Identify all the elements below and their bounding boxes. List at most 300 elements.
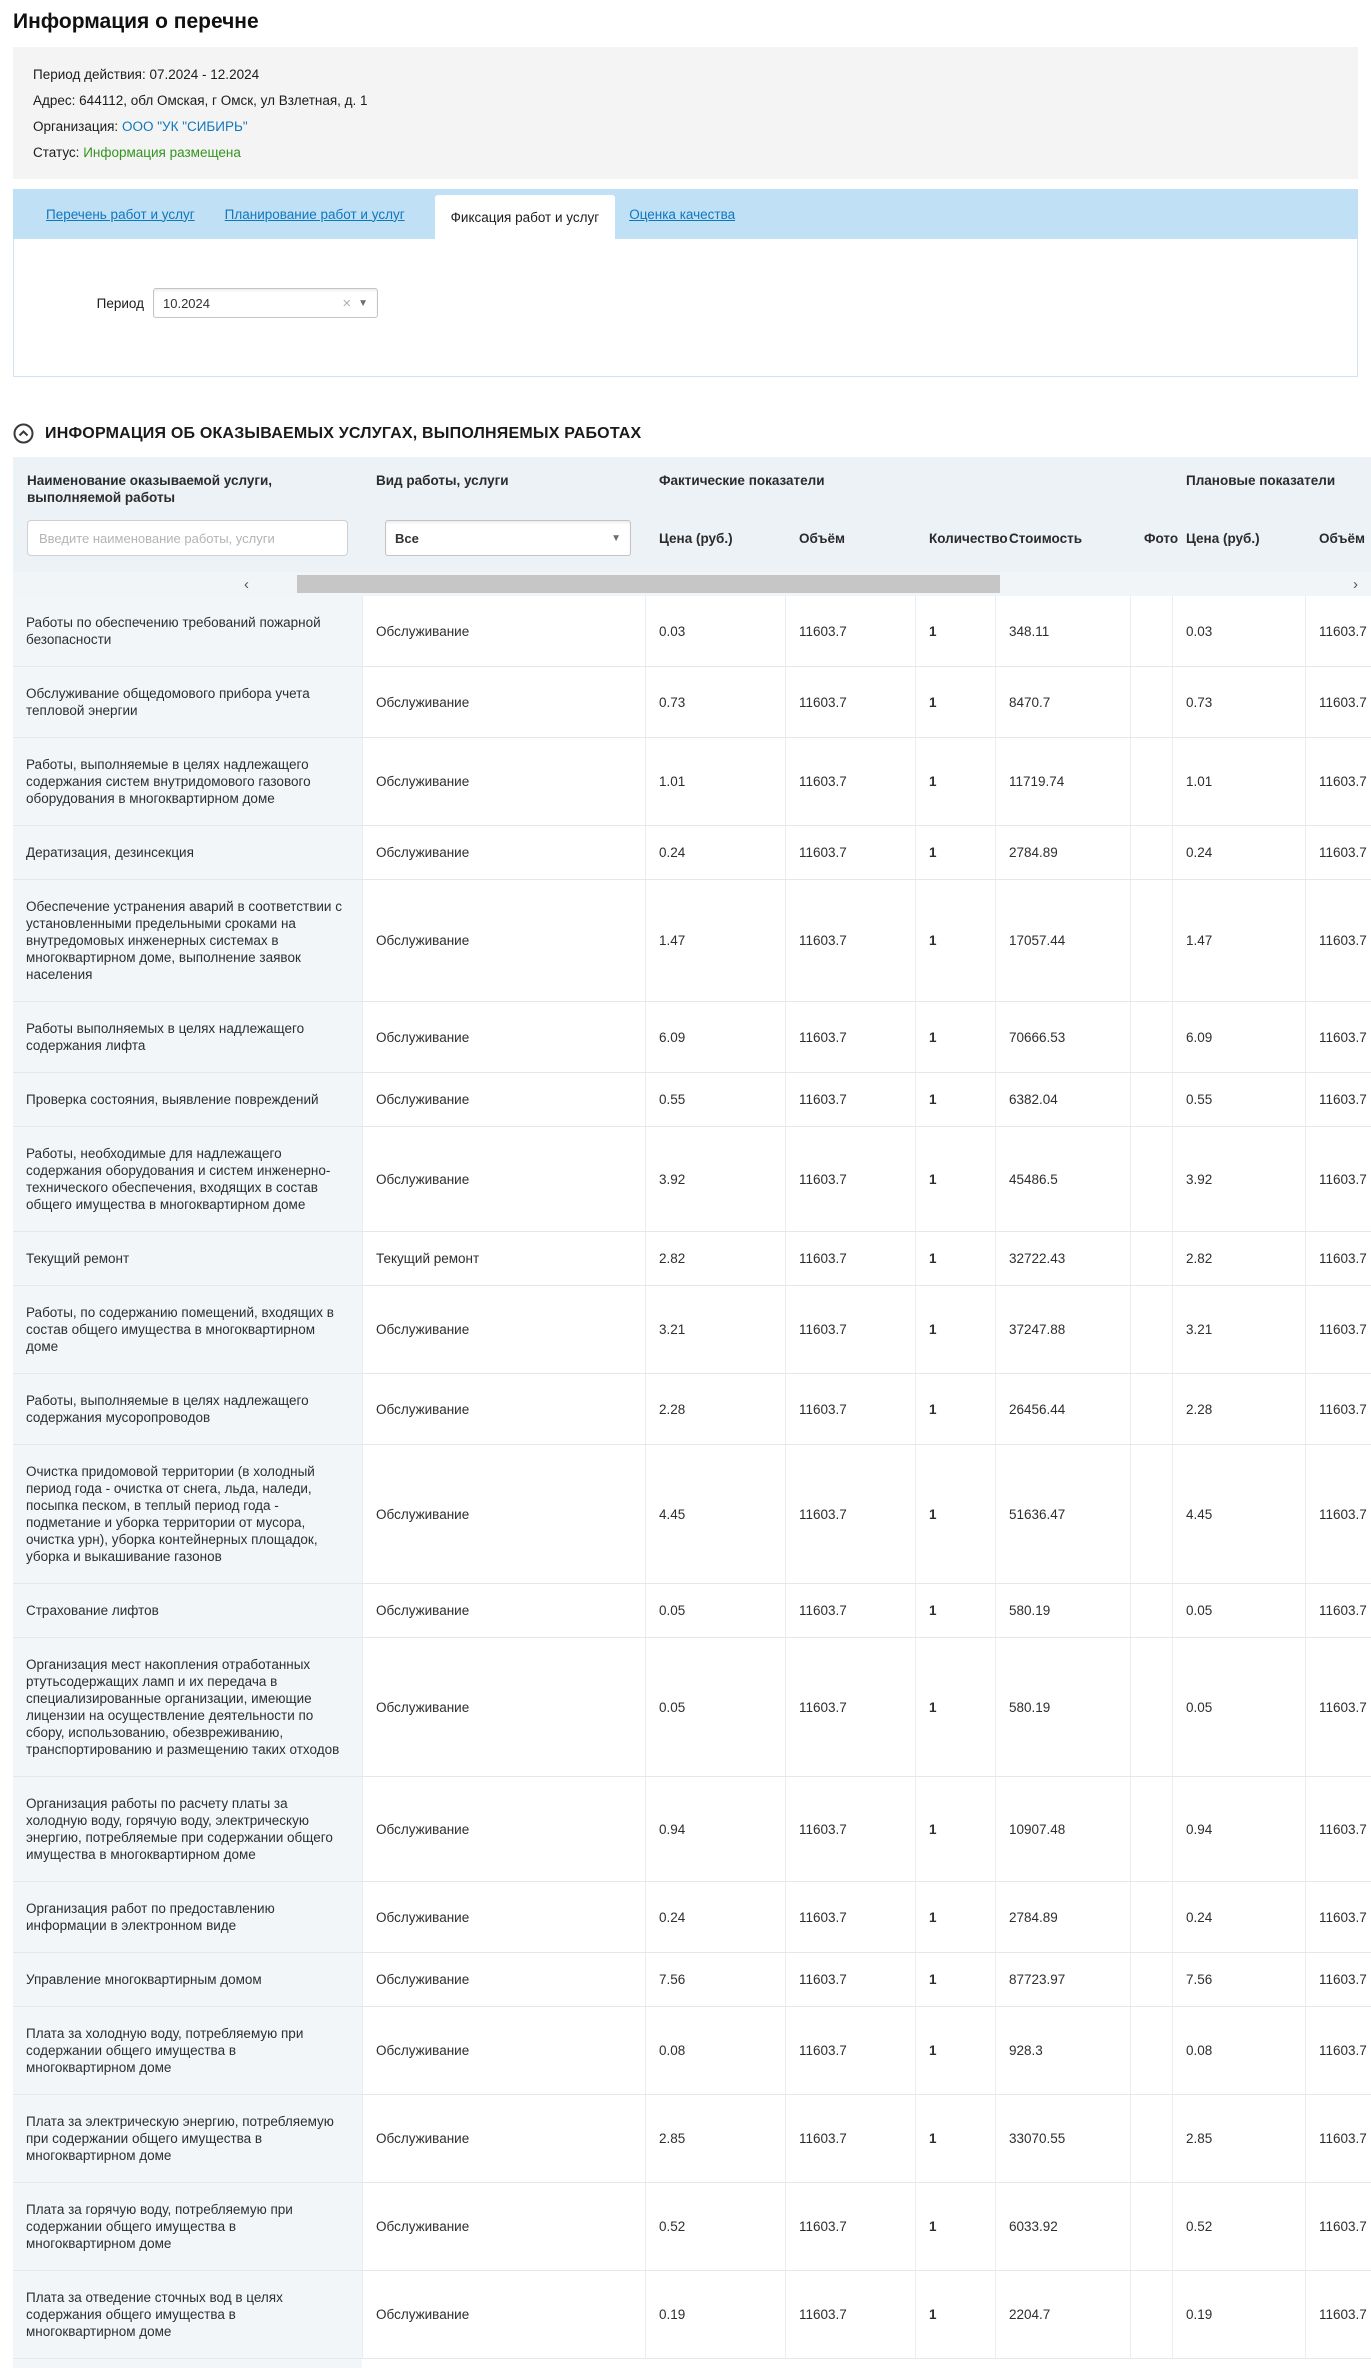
work-type-cell xyxy=(362,2271,645,2358)
price-cell-value: 0.05 xyxy=(659,1699,686,1715)
service-name-cell-value: Организация работ по предоставлению информации в электронном виде xyxy=(26,1901,275,1933)
plan-price-cell xyxy=(1172,1777,1305,1881)
volume-cell xyxy=(785,2271,915,2358)
photo-cell xyxy=(1130,2007,1172,2094)
plan-volume-cell xyxy=(1305,1584,1371,1637)
work-type-cell xyxy=(362,1374,645,1444)
photo-cell xyxy=(1130,2095,1172,2182)
list-info-panel xyxy=(13,47,1358,179)
plan-volume-cell-value: 11603.7 xyxy=(1319,2219,1367,2234)
cost-cell-value: 928.3 xyxy=(1009,2043,1043,2058)
cost-cell xyxy=(995,2183,1130,2270)
period-select[interactable] xyxy=(153,288,378,318)
volume-cell xyxy=(785,596,915,666)
photo-cell xyxy=(1130,667,1172,737)
scrollbar-thumb[interactable] xyxy=(297,575,1000,593)
service-name-cell-value: Плата за отведение сточных вод в целях содержания общего имущества в многоквартирном доме xyxy=(26,2290,283,2339)
price-cell-value: 1.47 xyxy=(659,933,686,948)
volume-cell-value: 11603.7 xyxy=(799,1972,847,1987)
partial-next-row xyxy=(13,2359,1371,2368)
plan-volume-cell xyxy=(1305,1073,1371,1126)
quantity-cell xyxy=(915,1374,995,1444)
address-line xyxy=(33,88,1338,114)
plan-volume-cell-value: 11603.7 xyxy=(1319,1029,1367,1045)
plan-price-cell xyxy=(1172,1232,1305,1285)
plan-price-cell xyxy=(1172,1584,1305,1637)
volume-cell-value: 11603.7 xyxy=(799,1909,847,1925)
plan-price-cell-value: 0.55 xyxy=(1186,1092,1213,1107)
service-name-cell-value: Плата за электрическую энергию, потребляемую при содержании общего имущества в многоквартирном доме xyxy=(26,2114,334,2163)
chevron-down-icon[interactable]: ▼ xyxy=(611,532,621,544)
quantity-cell xyxy=(915,1002,995,1072)
table-row xyxy=(13,826,1371,880)
plan-price-cell-value: 0.05 xyxy=(1186,1603,1213,1618)
photo-cell xyxy=(1130,826,1172,879)
plan-price-cell xyxy=(1172,667,1305,737)
photo-cell xyxy=(1130,1002,1172,1072)
volume-cell-value: 11603.7 xyxy=(799,933,847,948)
table-row xyxy=(13,1882,1371,1953)
plan-volume-cell-value: 11603.7 xyxy=(1319,2131,1367,2146)
work-type-cell xyxy=(362,1232,645,1285)
plan-volume-cell xyxy=(1305,596,1371,666)
volume-cell-value: 11603.7 xyxy=(799,1506,847,1522)
price-cell xyxy=(645,1638,785,1776)
plan-volume-cell-value: 11603.7 xyxy=(1319,774,1367,789)
column-group-actual: Фактические показатели xyxy=(659,473,825,488)
price-cell xyxy=(645,880,785,1001)
plan-price-cell-value: 0.94 xyxy=(1186,1821,1213,1837)
work-type-cell-value: Обслуживание xyxy=(376,1171,470,1187)
plan-price-cell xyxy=(1172,2007,1305,2094)
cost-cell xyxy=(995,2007,1130,2094)
volume-cell xyxy=(785,826,915,879)
service-name-cell xyxy=(13,1445,362,1583)
work-type-cell-value: Обслуживание xyxy=(376,1092,470,1107)
price-cell-value: 2.82 xyxy=(659,1251,686,1266)
photo-cell xyxy=(1130,596,1172,666)
quantity-cell-value: 1 xyxy=(929,1401,937,1417)
plan-volume-cell-value: 11603.7 xyxy=(1319,1506,1367,1522)
quantity-cell xyxy=(915,2271,995,2358)
quantity-cell-value: 1 xyxy=(929,1506,937,1522)
organization-link[interactable]: ООО "УК "СИБИРЬ" xyxy=(121,119,248,134)
tab-1[interactable]: Перечень работ и услуг xyxy=(46,206,195,222)
plan-volume-cell xyxy=(1305,1232,1371,1285)
scroll-left-icon[interactable]: ‹ xyxy=(244,575,249,593)
work-type-cell-value: Обслуживание xyxy=(376,2219,470,2234)
quantity-cell xyxy=(915,667,995,737)
cost-cell xyxy=(995,1584,1130,1637)
photo-cell xyxy=(1130,1286,1172,1373)
tab-3[interactable]: Фиксация работ и услуг xyxy=(435,195,616,239)
table-row xyxy=(13,667,1371,738)
cost-cell-value: 33070.55 xyxy=(1009,2131,1066,2146)
volume-cell-value: 11603.7 xyxy=(799,2307,847,2322)
work-type-cell-value: Обслуживание xyxy=(376,2131,470,2146)
service-name-cell xyxy=(13,826,362,879)
photo-cell xyxy=(1130,1445,1172,1583)
service-name-filter-input[interactable] xyxy=(27,520,348,556)
column-header-price: Цена (руб.) xyxy=(659,530,733,546)
work-type-cell-value: Текущий ремонт xyxy=(376,1251,480,1266)
volume-cell-value: 11603.7 xyxy=(799,1251,847,1266)
table-row xyxy=(13,1374,1371,1445)
service-name-cell-value: Обеспечение устранения аварий в соответствии с установленными предельными сроками на внутредомовых инженерных системах в многоквартирном доме, выполнение заявок населения xyxy=(26,899,342,982)
horizontal-scrollbar[interactable] xyxy=(13,572,1371,596)
plan-volume-cell xyxy=(1305,2271,1371,2358)
work-type-cell xyxy=(362,738,645,825)
price-cell xyxy=(645,2095,785,2182)
price-cell-value: 0.55 xyxy=(659,1092,686,1107)
cost-cell xyxy=(995,738,1130,825)
quantity-cell xyxy=(915,1286,995,1373)
work-type-cell xyxy=(362,1584,645,1637)
column-header-plan-price: Цена (руб.) xyxy=(1186,530,1260,546)
work-type-cell xyxy=(362,1777,645,1881)
cost-cell-value: 32722.43 xyxy=(1009,1251,1066,1266)
service-name-cell-value: Организация работы по расчету платы за холодную воду, горячую воду, электрическую энергию, потребляемые при содержании общего имущества в многоквартирном доме xyxy=(26,1796,333,1862)
volume-cell xyxy=(785,1777,915,1881)
plan-volume-cell-value: 11603.7 xyxy=(1319,845,1367,860)
plan-volume-cell xyxy=(1305,1002,1371,1072)
volume-cell xyxy=(785,2007,915,2094)
table-row xyxy=(13,1002,1371,1073)
page xyxy=(0,10,1371,2368)
service-name-cell xyxy=(13,1002,362,1072)
work-type-cell xyxy=(362,2095,645,2182)
work-type-cell-value: Обслуживание xyxy=(376,1821,470,1837)
quantity-cell-value: 1 xyxy=(929,2131,937,2146)
column-header-photo: Фото xyxy=(1144,530,1179,546)
work-type-cell-value: Обслуживание xyxy=(376,933,470,948)
work-type-cell-value: Обслуживание xyxy=(376,1506,470,1522)
work-type-cell xyxy=(362,1286,645,1373)
quantity-cell-value: 1 xyxy=(929,1909,937,1925)
column-header-plan-volume: Объём xyxy=(1319,530,1365,546)
photo-cell xyxy=(1130,880,1172,1001)
plan-volume-cell xyxy=(1305,880,1371,1001)
photo-cell xyxy=(1130,1127,1172,1231)
cost-cell-value: 37247.88 xyxy=(1009,1322,1066,1337)
cost-cell xyxy=(995,1882,1130,1952)
collapse-section-icon[interactable] xyxy=(13,423,34,444)
quantity-cell xyxy=(915,2007,995,2094)
volume-cell-value: 11603.7 xyxy=(799,1092,847,1107)
work-type-cell xyxy=(362,826,645,879)
price-cell xyxy=(645,2183,785,2270)
work-type-cell xyxy=(362,880,645,1001)
plan-price-cell xyxy=(1172,1953,1305,2006)
volume-cell xyxy=(785,2095,915,2182)
cost-cell-value: 6033.92 xyxy=(1009,2219,1058,2234)
price-cell-value: 1.01 xyxy=(659,774,686,789)
volume-cell xyxy=(785,1374,915,1444)
cost-cell xyxy=(995,1777,1130,1881)
address-value: 644112, обл Омская, г Омск, ул Взлетная, д. 1 xyxy=(79,93,368,108)
table-row xyxy=(13,2007,1371,2095)
plan-price-cell-value: 7.56 xyxy=(1186,1972,1213,1987)
cost-cell xyxy=(995,1002,1130,1072)
service-name-cell xyxy=(13,738,362,825)
plan-volume-cell-value: 11603.7 xyxy=(1319,1821,1367,1837)
plan-price-cell xyxy=(1172,596,1305,666)
page-title: Информация о перечне xyxy=(13,10,259,33)
price-cell-value: 0.19 xyxy=(659,2307,686,2322)
volume-cell xyxy=(785,880,915,1001)
table-row xyxy=(13,1953,1371,2007)
section-title: ИНФОРМАЦИЯ ОБ ОКАЗЫВАЕМЫХ УСЛУГАХ, ВЫПОЛНЯЕМЫХ РАБОТАХ xyxy=(45,424,642,442)
validity-period-line xyxy=(33,62,1338,88)
photo-cell xyxy=(1130,1882,1172,1952)
service-name-cell-value: Работы, по содержанию помещений, входящих в состав общего имущества в многоквартирном доме xyxy=(26,1305,334,1354)
plan-volume-cell-value: 11603.7 xyxy=(1319,1401,1367,1417)
quantity-cell-value: 1 xyxy=(929,845,937,860)
plan-volume-cell-value: 11603.7 xyxy=(1319,2307,1367,2322)
work-type-cell-value: Обслуживание xyxy=(376,694,470,710)
price-cell xyxy=(645,1584,785,1637)
quantity-cell xyxy=(915,2183,995,2270)
type-filter-cell xyxy=(362,520,645,556)
plan-volume-cell-value: 11603.7 xyxy=(1319,694,1367,710)
plan-price-cell-value: 6.09 xyxy=(1186,1029,1213,1045)
plan-price-cell-value: 0.73 xyxy=(1186,694,1213,710)
plan-volume-cell-value: 11603.7 xyxy=(1319,1251,1367,1266)
table-row xyxy=(13,596,1371,667)
cost-cell-value: 45486.5 xyxy=(1009,1171,1058,1187)
quantity-cell xyxy=(915,1777,995,1881)
quantity-cell-value: 1 xyxy=(929,1821,937,1837)
quantity-cell-value: 1 xyxy=(929,2043,937,2058)
price-cell-value: 0.05 xyxy=(659,1603,686,1618)
service-name-cell xyxy=(13,880,362,1001)
plan-volume-cell-value: 11603.7 xyxy=(1319,1322,1367,1337)
price-cell xyxy=(645,2007,785,2094)
volume-cell xyxy=(785,1232,915,1285)
quantity-cell-value: 1 xyxy=(929,1171,937,1187)
photo-cell xyxy=(1130,1073,1172,1126)
period-filter-row xyxy=(14,239,1357,318)
cost-cell xyxy=(995,1445,1130,1583)
work-type-cell xyxy=(362,1445,645,1583)
service-name-cell-value: Работы выполняемых в целях надлежащего содержания лифта xyxy=(26,1021,305,1053)
volume-cell-value: 11603.7 xyxy=(799,694,847,710)
cost-cell-value: 2204.7 xyxy=(1009,2307,1051,2322)
plan-volume-cell xyxy=(1305,1953,1371,2006)
photo-cell xyxy=(1130,2183,1172,2270)
plan-volume-cell xyxy=(1305,2095,1371,2182)
plan-volume-cell xyxy=(1305,1638,1371,1776)
photo-cell xyxy=(1130,1953,1172,2006)
cost-cell-value: 17057.44 xyxy=(1009,933,1066,948)
service-name-cell xyxy=(13,596,362,666)
address-label: Адрес: xyxy=(33,93,76,108)
volume-cell xyxy=(785,2183,915,2270)
volume-cell-value: 11603.7 xyxy=(799,1603,847,1618)
service-name-cell-value: Очистка придомовой территории (в холодный период года - очистка от снега, льда, наледи, посыпка песком, в теплый период года - подметание и уборка территории от мусора, очистка урн), уборка контейнерных площадок, уборка и выкашивание газонов xyxy=(26,1464,318,1564)
table-row xyxy=(13,1127,1371,1232)
plan-volume-cell xyxy=(1305,1127,1371,1231)
plan-price-cell xyxy=(1172,1882,1305,1952)
plan-price-cell xyxy=(1172,2183,1305,2270)
volume-cell-value: 11603.7 xyxy=(799,1401,847,1417)
plan-price-cell-value: 2.28 xyxy=(1186,1401,1213,1417)
volume-cell xyxy=(785,738,915,825)
validity-period-value: 07.2024 - 12.2024 xyxy=(149,67,260,82)
quantity-cell xyxy=(915,1638,995,1776)
cost-cell-value: 2784.89 xyxy=(1009,845,1058,860)
volume-cell xyxy=(785,1286,915,1373)
price-cell-value: 0.52 xyxy=(659,2219,686,2234)
work-type-cell-value: Обслуживание xyxy=(376,774,470,789)
service-name-cell-value: Организация мест накопления отработанных ртутьсодержащих ламп и их передача в специализированные организации, имеющие лицензии на осуществление деятельности по сбору, использованию, обезвреживанию, транспортированию и размещению таких отходов xyxy=(26,1657,340,1757)
plan-price-cell-value: 0.24 xyxy=(1186,1909,1213,1925)
table-row xyxy=(13,1445,1371,1584)
table-row xyxy=(13,1286,1371,1374)
price-cell xyxy=(645,596,785,666)
quantity-cell-value: 1 xyxy=(929,694,937,710)
plan-price-cell-value: 0.52 xyxy=(1186,2219,1213,2234)
column-group-planned: Плановые показатели xyxy=(1186,473,1336,488)
clear-icon[interactable]: × xyxy=(342,294,352,312)
volume-cell-value: 11603.7 xyxy=(799,1322,847,1337)
price-cell xyxy=(645,2271,785,2358)
plan-price-cell xyxy=(1172,2271,1305,2358)
volume-cell xyxy=(785,1882,915,1952)
quantity-cell xyxy=(915,1445,995,1583)
plan-price-cell-value: 0.03 xyxy=(1186,623,1213,639)
plan-price-cell-value: 4.45 xyxy=(1186,1506,1213,1522)
service-name-cell xyxy=(13,1777,362,1881)
service-name-cell-value: Работы, необходимые для надлежащего содержания оборудования и систем инженерно-технического обеспечения, входящих в состав общего имущества в многоквартирном доме xyxy=(26,1146,331,1212)
service-name-cell-value: Страхование лифтов xyxy=(26,1603,159,1618)
table-row xyxy=(13,1638,1371,1777)
price-cell-value: 0.03 xyxy=(659,623,686,639)
work-type-cell-value: Обслуживание xyxy=(376,2307,470,2322)
quantity-cell-value: 1 xyxy=(929,1092,937,1107)
quantity-cell xyxy=(915,1953,995,2006)
quantity-cell-value: 1 xyxy=(929,1029,937,1045)
tab-2[interactable]: Планирование работ и услуг xyxy=(224,206,405,222)
price-cell xyxy=(645,826,785,879)
quantity-cell-value: 1 xyxy=(929,1972,937,1987)
work-type-cell xyxy=(362,2007,645,2094)
work-type-cell xyxy=(362,1127,645,1231)
column-header-volume: Объём xyxy=(799,530,845,546)
status-label: Статус: xyxy=(33,145,80,160)
cost-cell xyxy=(995,1286,1130,1373)
plan-price-cell-value: 1.47 xyxy=(1186,933,1213,948)
work-type-select[interactable] xyxy=(385,520,631,556)
quantity-cell-value: 1 xyxy=(929,2219,937,2234)
work-type-cell xyxy=(362,596,645,666)
scroll-right-icon[interactable]: › xyxy=(1353,575,1358,593)
work-type-select-value: Все xyxy=(395,530,419,546)
plan-price-cell xyxy=(1172,1374,1305,1444)
plan-price-cell xyxy=(1172,1286,1305,1373)
photo-cell xyxy=(1130,1374,1172,1444)
plan-price-cell-value: 3.92 xyxy=(1186,1171,1213,1187)
price-cell xyxy=(645,1953,785,2006)
quantity-cell xyxy=(915,2095,995,2182)
plan-volume-cell xyxy=(1305,1445,1371,1583)
work-type-cell xyxy=(362,667,645,737)
organization-line xyxy=(33,114,1338,140)
plan-price-cell xyxy=(1172,2095,1305,2182)
photo-cell xyxy=(1130,1777,1172,1881)
cost-cell-value: 6382.04 xyxy=(1009,1092,1058,1107)
volume-cell xyxy=(785,667,915,737)
service-name-cell xyxy=(13,667,362,737)
quantity-cell xyxy=(915,596,995,666)
plan-volume-cell xyxy=(1305,1777,1371,1881)
service-name-cell-value: Работы, выполняемые в целях надлежащего содержания мусоропроводов xyxy=(26,1393,309,1425)
price-cell xyxy=(645,1445,785,1583)
service-name-cell xyxy=(13,1286,362,1373)
plan-price-cell-value: 3.21 xyxy=(1186,1322,1213,1337)
validity-period-label: Период действия: xyxy=(33,67,146,82)
cost-cell-value: 8470.7 xyxy=(1009,694,1051,710)
volume-cell xyxy=(785,1584,915,1637)
quantity-cell xyxy=(915,1882,995,1952)
price-cell xyxy=(645,1232,785,1285)
plan-price-cell-value: 0.19 xyxy=(1186,2307,1213,2322)
price-cell-value: 2.28 xyxy=(659,1401,686,1417)
tab-4[interactable]: Оценка качества xyxy=(629,206,736,222)
price-cell-value: 0.24 xyxy=(659,845,686,860)
table-row xyxy=(13,738,1371,826)
service-name-cell-value: Текущий ремонт xyxy=(26,1251,130,1266)
service-name-cell-value: Проверка состояния, выявление повреждений xyxy=(26,1092,319,1107)
cost-cell-value: 580.19 xyxy=(1009,1699,1051,1715)
table-subheader-row xyxy=(13,520,1371,572)
volume-cell-value: 11603.7 xyxy=(799,2043,847,2058)
price-cell xyxy=(645,1286,785,1373)
service-name-cell-value: Работы по обеспечению требований пожарной безопасности xyxy=(26,615,321,647)
service-name-cell xyxy=(13,2183,362,2270)
plan-price-cell-value: 1.01 xyxy=(1186,774,1213,789)
service-name-cell xyxy=(13,2095,362,2182)
plan-volume-cell-value: 11603.7 xyxy=(1319,1171,1367,1187)
work-type-cell-value: Обслуживание xyxy=(376,1909,470,1925)
price-cell-value: 2.85 xyxy=(659,2131,686,2146)
volume-cell-value: 11603.7 xyxy=(799,774,847,789)
service-name-cell xyxy=(13,1232,362,1285)
quantity-cell xyxy=(915,880,995,1001)
work-type-cell xyxy=(362,2183,645,2270)
services-section-header xyxy=(13,423,1358,444)
table-row xyxy=(13,2271,1371,2359)
photo-cell xyxy=(1130,1584,1172,1637)
volume-cell-value: 11603.7 xyxy=(799,1821,847,1837)
column-header-quantity: Количество xyxy=(929,530,1008,546)
quantity-cell-value: 1 xyxy=(929,623,937,639)
price-cell xyxy=(645,1882,785,1952)
price-cell-value: 0.24 xyxy=(659,1909,686,1925)
table-row xyxy=(13,2183,1371,2271)
price-cell xyxy=(645,1777,785,1881)
service-name-cell xyxy=(13,1073,362,1126)
price-cell-value: 0.73 xyxy=(659,694,686,710)
plan-volume-cell xyxy=(1305,826,1371,879)
cost-cell xyxy=(995,1638,1130,1776)
work-type-cell-value: Обслуживание xyxy=(376,1699,470,1715)
price-cell-value: 0.08 xyxy=(659,2043,686,2058)
plan-volume-cell xyxy=(1305,1374,1371,1444)
plan-volume-cell xyxy=(1305,667,1371,737)
column-header-cost: Стоимость xyxy=(1009,530,1083,546)
chevron-down-icon[interactable]: ▼ xyxy=(358,297,368,309)
